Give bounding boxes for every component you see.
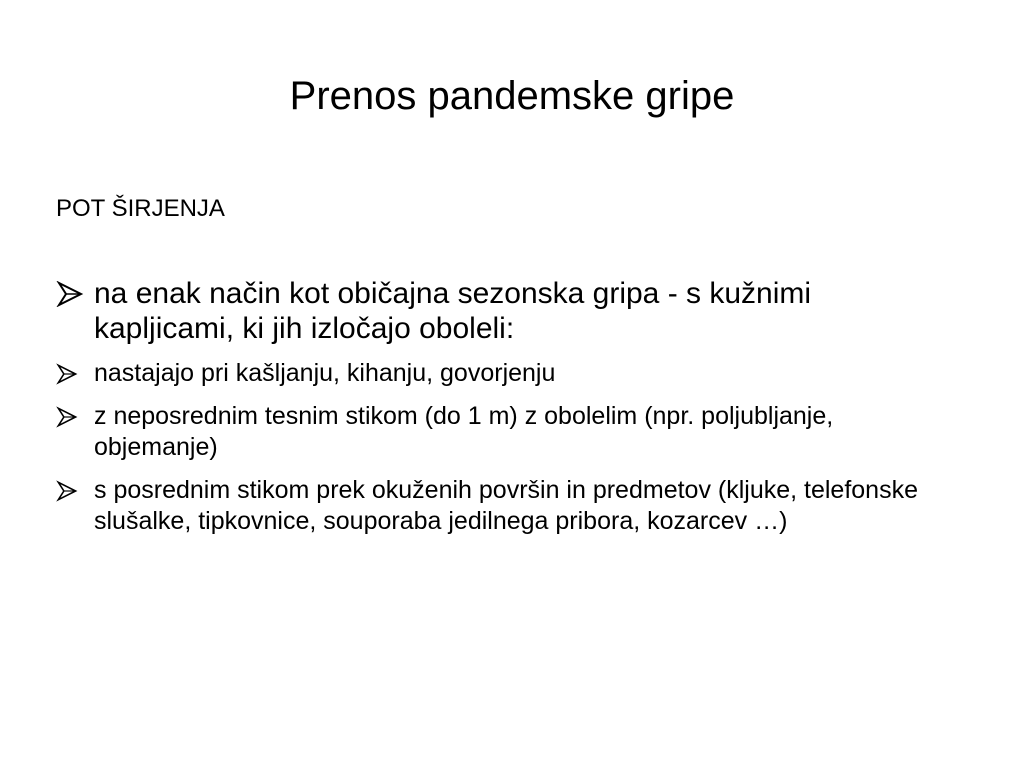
arrow-bullet-icon — [56, 478, 86, 504]
arrow-bullet-icon — [56, 361, 86, 387]
bullet-item — [56, 475, 956, 537]
arrow-bullet-icon — [56, 279, 86, 309]
bullet-text: s posrednim stikom prek okuženih površin in predmetov (kljuke, telefonske slušalke, tipkovnice, souporaba jedilnega pribora, kozarcev …) — [94, 476, 918, 535]
bullet-list — [56, 276, 956, 549]
arrow-bullet-icon — [56, 404, 86, 430]
bullet-item — [56, 276, 956, 346]
section-heading: POT ŠIRJENJA — [56, 195, 225, 222]
slide-title: Prenos pandemske gripe — [289, 74, 735, 118]
bullet-item — [56, 358, 956, 389]
bullet-text: z neposrednim tesnim stikom (do 1 m) z obolelim (npr. poljubljanje, objemanje) — [94, 402, 834, 461]
bullet-text: na enak način kot običajna sezonska gripa - s kužnimi kapljicami, ki jih izločajo oboleli: — [94, 277, 812, 345]
bullet-item — [56, 401, 956, 463]
bullet-text: nastajajo pri kašljanju, kihanju, govorjenju — [94, 359, 556, 387]
